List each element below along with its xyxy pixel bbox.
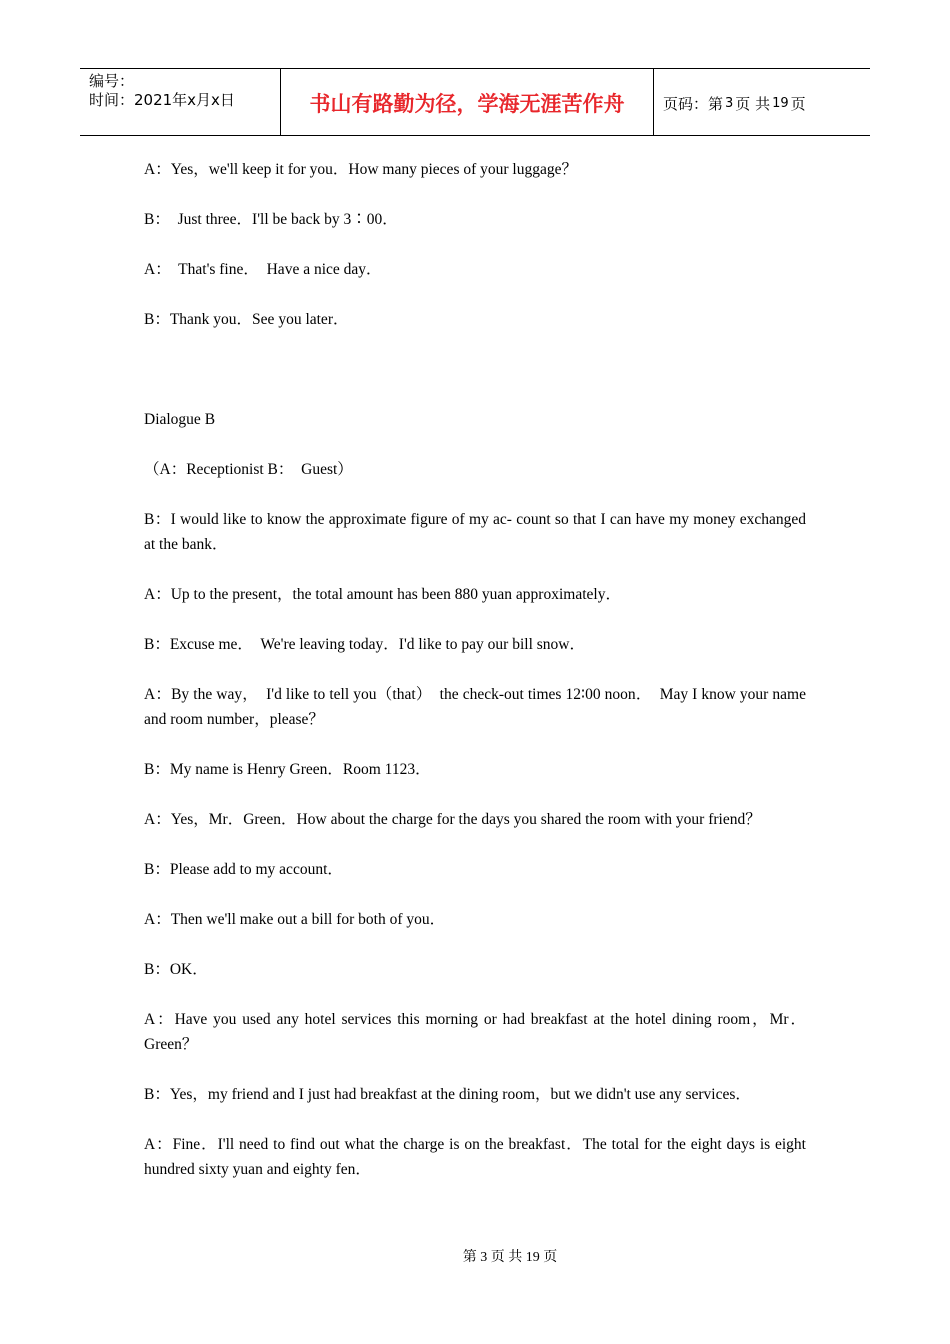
dialogue-line: B： Just three．I'll be back by 3∶00． [144, 211, 398, 228]
dialogue-line: A：Have you used any hotel services this morning or had breakfast at the hotel dining room，Mr．Green？ [144, 1011, 806, 1053]
dialogue-line: A：Yes，Mr．Green．How about the charge for the days you shared the room with your friend？ [144, 811, 761, 828]
roles-note: （A：Receptionist B： Guest） [144, 461, 353, 478]
page-header [80, 68, 870, 136]
header-motto: 书山有路勤为径，学海无涯苦作舟 [281, 69, 654, 135]
dialogue-line: A：Yes，we'll keep it for you．How many pieces of your luggage？ [144, 161, 577, 178]
doc-date-label: 时间：2021年x月x日 [89, 91, 235, 109]
dialogue-line: B：My name is Henry Green．Room 1123． [144, 761, 431, 778]
page-suffix: 页 [790, 94, 806, 113]
dialogue-line: A：By the way， I'd like to tell you（that） the check-out times 12∶00 noon． May I know your name and room number，please？ [144, 686, 810, 728]
dialogue-line: B：I would like to know the approximate figure of my ac- count so that I can have my money exchanged at the bank． [144, 511, 810, 553]
dialogue-line: A：Up to the present，the total amount has been 880 yuan approximately． [144, 586, 621, 603]
dialogue-line: A：Fine．I'll need to find out what the charge is on the breakfast．The total for the eight days is eight hundred sixty yuan and eighty fen． [144, 1136, 810, 1178]
dialogue-line: B：Excuse me． We're leaving today．I'd like to pay our bill snow． [144, 636, 585, 653]
dialogue-line: B：Yes，my friend and I just had breakfast at the dining room，but we didn't use any services． [144, 1086, 751, 1103]
doc-number-label: 编号： [89, 72, 135, 90]
page-current: 3 [725, 95, 734, 111]
section-heading: Dialogue B [144, 411, 216, 428]
dialogue-line: A： That's fine． Have a nice day． [144, 261, 382, 278]
page-prefix: 页码：第 [663, 94, 724, 113]
header-page-info [654, 69, 870, 135]
dialogue-body [144, 157, 810, 1207]
page-mid: 页 共 [735, 94, 771, 113]
dialogue-line: A：Then we'll make out a bill for both of you． [144, 911, 446, 928]
dialogue-line: B：Thank you．See you later． [144, 311, 349, 328]
dialogue-line: B：OK． [144, 961, 208, 978]
page-total: 19 [772, 95, 789, 111]
dialogue-line: B：Please add to my account． [144, 861, 343, 878]
page-footer: 第 3 页 共 19 页 [462, 1250, 558, 1265]
header-info [80, 69, 281, 135]
